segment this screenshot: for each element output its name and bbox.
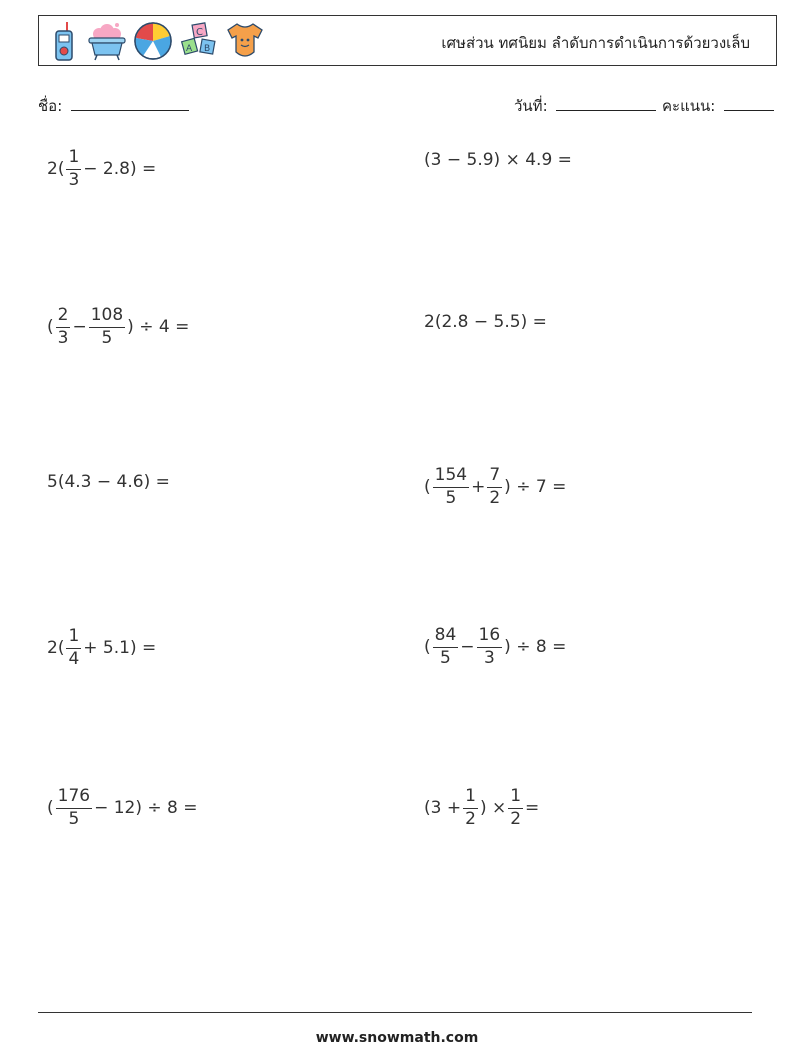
fraction: $\frac{154}{5}$ xyxy=(434,465,468,508)
problem-9: ( $\frac{176}{5}$ − 12) ÷ 8 = xyxy=(47,786,198,829)
problem-1: 2( $\frac{1}{3}$ − 2.8) = xyxy=(47,147,157,190)
bathtub-icon xyxy=(87,20,127,62)
problem-7: 2( $\frac{1}{4}$ + 5.1) = xyxy=(47,626,157,669)
problem-6: ( $\frac{154}{5}$ + $\frac{7}{2}$ ) ÷ 7 = xyxy=(424,465,567,508)
name-field xyxy=(38,94,189,118)
problem-8: ( $\frac{84}{5}$ − $\frac{16}{3}$ ) ÷ 8 = xyxy=(424,625,567,668)
problem-10: (3 + $\frac{1}{2}$ ) × $\frac{1}{2}$ = xyxy=(424,786,540,829)
footer-url[interactable]: www.snowmath.com xyxy=(315,1030,479,1046)
svg-text:B: B xyxy=(204,44,211,54)
worksheet-header xyxy=(38,15,777,66)
fraction: $\frac{2}{3}$ xyxy=(57,305,69,348)
svg-text:A: A xyxy=(186,44,193,54)
fraction: $\frac{7}{2}$ xyxy=(489,465,501,508)
score-blank[interactable] xyxy=(724,96,774,111)
fraction: $\frac{1}{2}$ xyxy=(510,786,522,829)
walkie-talkie-icon xyxy=(53,20,75,62)
footer-divider xyxy=(38,1012,752,1013)
problem-3: ( $\frac{2}{3}$ − $\frac{108}{5}$ ) ÷ 4 = xyxy=(47,305,190,348)
fraction: $\frac{1}{4}$ xyxy=(68,626,80,669)
date-field xyxy=(514,94,656,118)
date-label: วันที่: xyxy=(514,97,548,115)
score-field xyxy=(662,94,774,118)
name-label: ชื่อ: xyxy=(38,97,63,115)
svg-text:C: C xyxy=(196,27,203,38)
worksheet-title: เศษส่วน ทศนิยม ลำดับการดำเนินการด้วยวงเล็บ xyxy=(441,34,750,52)
fraction: $\frac{108}{5}$ xyxy=(90,305,124,348)
fraction: $\frac{1}{2}$ xyxy=(465,786,476,829)
fraction: $\frac{16}{3}$ xyxy=(478,625,501,668)
beach-ball-icon xyxy=(133,20,173,62)
score-label: คะแนน: xyxy=(662,97,716,115)
baby-onesie-icon xyxy=(225,20,265,62)
fraction: $\frac{176}{5}$ xyxy=(57,786,91,829)
name-blank[interactable] xyxy=(71,96,189,111)
problem-5: 5(4.3 − 4.6) = xyxy=(47,472,170,492)
date-blank[interactable] xyxy=(556,96,656,111)
fraction: $\frac{84}{5}$ xyxy=(434,625,457,668)
abc-blocks-icon xyxy=(177,20,221,62)
problem-4: 2(2.8 − 5.5) = xyxy=(424,312,547,332)
fraction: $\frac{1}{3}$ xyxy=(68,147,80,190)
problem-2: (3 − 5.9) × 4.9 = xyxy=(424,150,572,170)
